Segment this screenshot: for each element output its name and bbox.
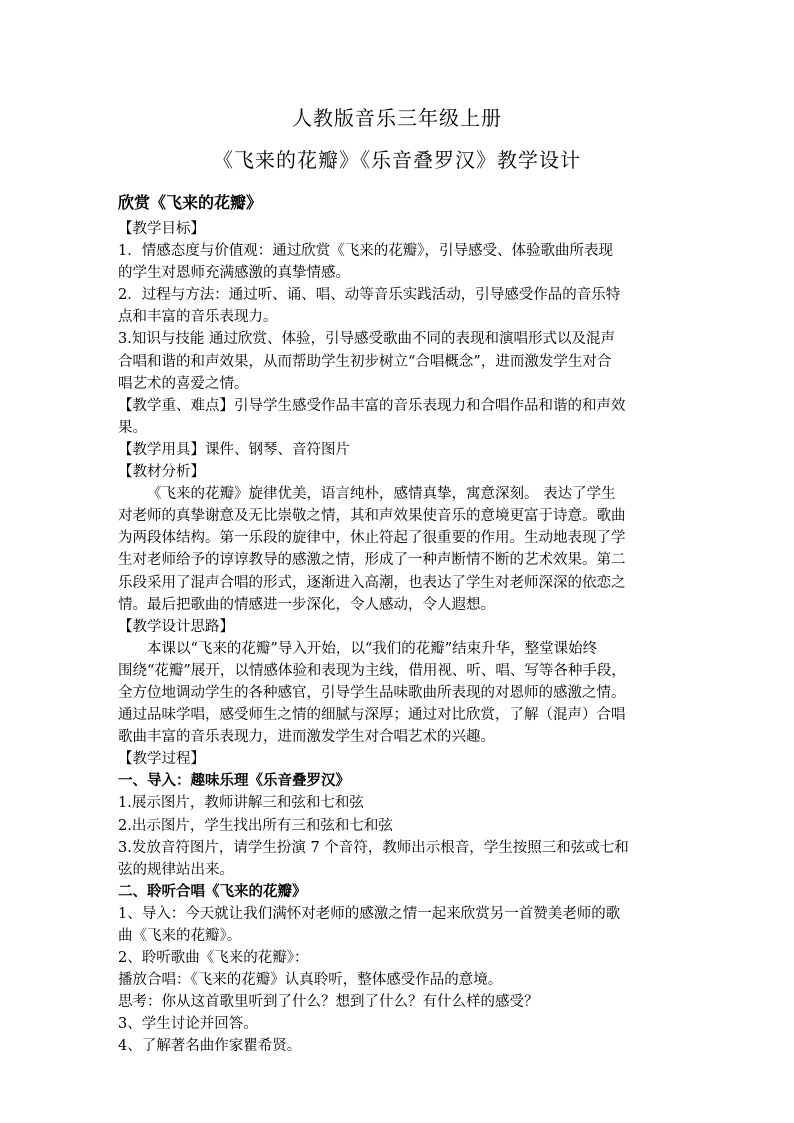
text-line: 通过品味学唱，感受师生之情的细腻与深厚；通过对比欣赏，了解（混声）合唱 [118,707,626,724]
text-line: 弦的规律站出来。 [118,861,234,878]
text-line: 1.展示图片，教师讲解三和弦和七和弦 [118,795,364,812]
text-line: 曲《飞来的花瓣》。 [118,928,242,944]
text-line: 为两段体结构。第一乐段的旋律中，休止符起了很重要的作用。生动地表现了学 [118,530,626,547]
document-subtitle: 《飞来的花瓣》《乐音叠罗汉》教学设计 [213,148,581,172]
text-line: 的学生对恩师充满感激的真挚情感。 [118,265,350,282]
body-text [118,218,688,1058]
document-title: 人教版音乐三年级上册 [292,106,502,130]
text-line: 【教学目标】 [118,221,205,237]
text-line: 一、导入：趣味乐理《乐音叠罗汉》 [118,772,350,790]
text-line: 点和丰富的音乐表现力。 [118,309,278,326]
text-line: 3.知识与技能 通过欣赏、体验，引导感受歌曲不同的表现和演唱形式以及混声 [118,331,615,348]
text-line: 【教学用具】课件、钢琴、音符图片 [118,441,350,458]
text-line: 【教学设计思路】 [118,618,234,635]
text-line: 2、聆听歌曲《飞来的花瓣》： [118,950,309,967]
text-line: 二、聆听合唱《飞来的花瓣》 [118,882,307,900]
text-line: 1、导入：今天就让我们满怀对老师的感激之情一起来欣赏另一首赞美老师的歌 [118,905,621,922]
text-line: 全方位地调动学生的各种感官，引导学生品味歌曲所表现的对恩师的感激之情。 [118,684,626,701]
text-line: 情。最后把歌曲的情感进一步深化，令人感动，令人遐想。 [118,596,495,613]
text-line: 歌曲丰富的音乐表现力，进而激发学生对合唱艺术的兴趣。 [118,729,495,746]
text-line: 2．过程与方法：通过听、诵、唱、动等音乐实践活动，引导感受作品的音乐特 [118,287,621,304]
text-line: 4、了解著名曲作家瞿希贤。 [118,1038,302,1055]
text-line: 【教学重、难点】引导学生感受作品丰富的音乐表现力和合唱作品和谐的和声效 [118,397,626,414]
text-line: 合唱和谐的和声效果，从而帮助学生初步树立“合唱概念”，进而激发学生对合 [118,353,612,370]
text-line: 【教材分析】 [118,464,205,481]
text-line: 围绕“花瓣”展开，以情感体验和表现为主线，借用视、听、唱、写等各种手段， [118,662,626,679]
text-line: 本课以“飞来的花瓣”导入开始，以“我们的花瓣”结束升华，整堂课始终 [147,640,598,657]
text-line: 生对老师给予的谆谆教导的感激之情，形成了一种声断情不断的艺术效果。第二 [118,552,626,569]
text-line: 对老师的真挚谢意及无比崇敬之情，其和声效果使音乐的意境更富于诗意。歌曲 [118,508,626,525]
text-line: 思考：你从这首歌里听到了什么？想到了什么？有什么样的感受？ [118,994,539,1011]
section-heading: 欣赏《飞来的花瓣》 [118,193,263,212]
text-line: 《飞来的花瓣》旋律优美，语言纯朴，感情真挚，寓意深刻。 表达了学生 [147,486,616,503]
text-line: 3.发放音符图片，请学生扮演 7 个音符，教师出示根音，学生按照三和弦或七和 [118,839,629,856]
text-line: 乐段采用了混声合唱的形式，逐渐进入高潮，也表达了学生对老师深深的依恋之 [118,574,626,591]
text-line: 3、学生讨论并回答。 [118,1016,258,1033]
text-line: 唱艺术的喜爱之情。 [118,375,249,392]
text-line: 2.出示图片，学生找出所有三和弦和七和弦 [118,817,393,834]
text-line: 播放合唱：《飞来的花瓣》认真聆听，整体感受作品的意境。 [118,972,503,989]
text-line: 1．情感态度与价值观：通过欣赏《飞来的花瓣》，引导感受、体验歌曲所表现 [118,243,613,260]
text-line: 【教学过程】 [118,751,205,768]
text-line: 果。 [118,419,147,436]
